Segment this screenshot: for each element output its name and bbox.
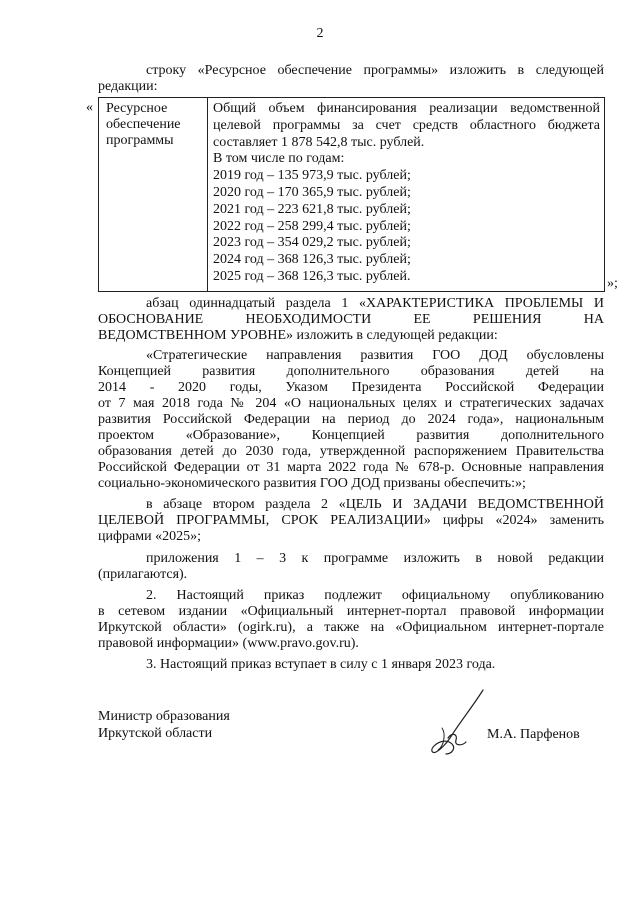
body-line: правовой информации» (www.pravo.gov.ru). [98, 636, 359, 651]
resource-table [98, 97, 605, 292]
body-line: развития Российской Федерации на период до 2024 года», национальным [98, 412, 604, 427]
label-line: Ресурсное [106, 101, 168, 116]
signatory-title-line: Министр образования [98, 709, 230, 724]
intro-line: строку «Ресурсное обеспечение программы» изложить в следующей [146, 63, 604, 78]
year-line: 2020 год – 170 365,9 тыс. рублей; [213, 184, 411, 200]
close-quote: »; [607, 276, 618, 291]
body-line: ВЕДОМСТВЕННОМ УРОВНЕ» изложить в следующей редакции: [98, 328, 498, 343]
year-line: 2024 год – 368 126,3 тыс. рублей; [213, 252, 411, 268]
body-line: 3. Настоящий приказ вступает в силу с 1 января 2023 года. [146, 657, 496, 672]
table-column-divider [207, 98, 208, 291]
value-line: целевой программы за счет средств областного бюджета [213, 117, 600, 133]
body-line: «Стратегические направления развития ГОО ДОД обусловлены [146, 348, 604, 363]
table-label-cell [106, 101, 204, 149]
body-line: ОБОСНОВАНИЕ НЕОБХОДИМОСТИ ЕЕ РЕШЕНИЯ НА [98, 312, 604, 327]
body-line: проектом «Образование», Концепцией развития дополнительного [98, 428, 604, 443]
label-line: обеспечение [106, 117, 181, 132]
value-line: составляет 1 878 542,8 тыс. рублей. [213, 134, 425, 150]
body-line: в сетевом издании «Официальный интернет-портал правовой информации [98, 604, 604, 619]
signatory-title [98, 708, 230, 742]
body-line: Иркутской области» (ogirk.ru), а также на «Официальном интернет-портале [98, 620, 604, 635]
signatory-name: М.А. Парфенов [487, 727, 580, 742]
signatory-title-line: Иркутской области [98, 726, 213, 741]
value-line: Общий объем финансирования реализации ведомственной [213, 101, 600, 116]
intro-line: редакции: [98, 79, 158, 94]
body-line: 2014 - 2020 годы, Указом Президента Российской Федерации [98, 380, 604, 395]
handwritten-signature [428, 688, 490, 758]
body-line: (прилагаются). [98, 567, 188, 582]
page-number: 2 [316, 26, 324, 41]
body-line: образования детей до 2030 года, утвержденной распоряжением Правительства [98, 444, 604, 459]
body-line: 2. Настоящий приказ подлежит официальному опубликованию [146, 588, 604, 603]
open-quote: « [86, 100, 93, 115]
year-line: 2023 год – 354 029,2 тыс. рублей; [213, 235, 411, 251]
label-line: программы [106, 133, 174, 148]
value-line: В том числе по годам: [213, 151, 345, 167]
year-line: 2022 год – 258 299,4 тыс. рублей; [213, 218, 411, 234]
body-line: приложения 1 – 3 к программе изложить в новой редакции [146, 551, 604, 566]
body-line: от 7 мая 2018 года № 204 «О национальных целях и стратегических задачах [98, 396, 604, 411]
body-line: в абзаце втором раздела 2 «ЦЕЛЬ И ЗАДАЧИ ВЕДОМСТВЕННОЙ [146, 497, 604, 512]
table-value-cell [213, 101, 600, 286]
body-line: абзац одиннадцатый раздела 1 «ХАРАКТЕРИСТИКА ПРОБЛЕМЫ И [146, 296, 604, 311]
year-line: 2021 год – 223 621,8 тыс. рублей; [213, 201, 411, 217]
body-line: цифрами «2025»; [98, 529, 202, 544]
body-line: социально-экономического развития ГОО ДОД призваны обеспечить:»; [98, 476, 526, 491]
body-line: Концепцией развития дополнительного образования детей на [98, 364, 604, 379]
body-line: Российской Федерации от 31 марта 2022 года № 678-р. Основные направления [98, 460, 604, 475]
year-line: 2019 год – 135 973,9 тыс. рублей; [213, 168, 411, 184]
body-line: ЦЕЛЕВОЙ ПРОГРАММЫ, СРОК РЕАЛИЗАЦИИ» цифры «2024» заменить [98, 513, 604, 528]
year-line: 2025 год – 368 126,3 тыс. рублей. [213, 268, 411, 284]
